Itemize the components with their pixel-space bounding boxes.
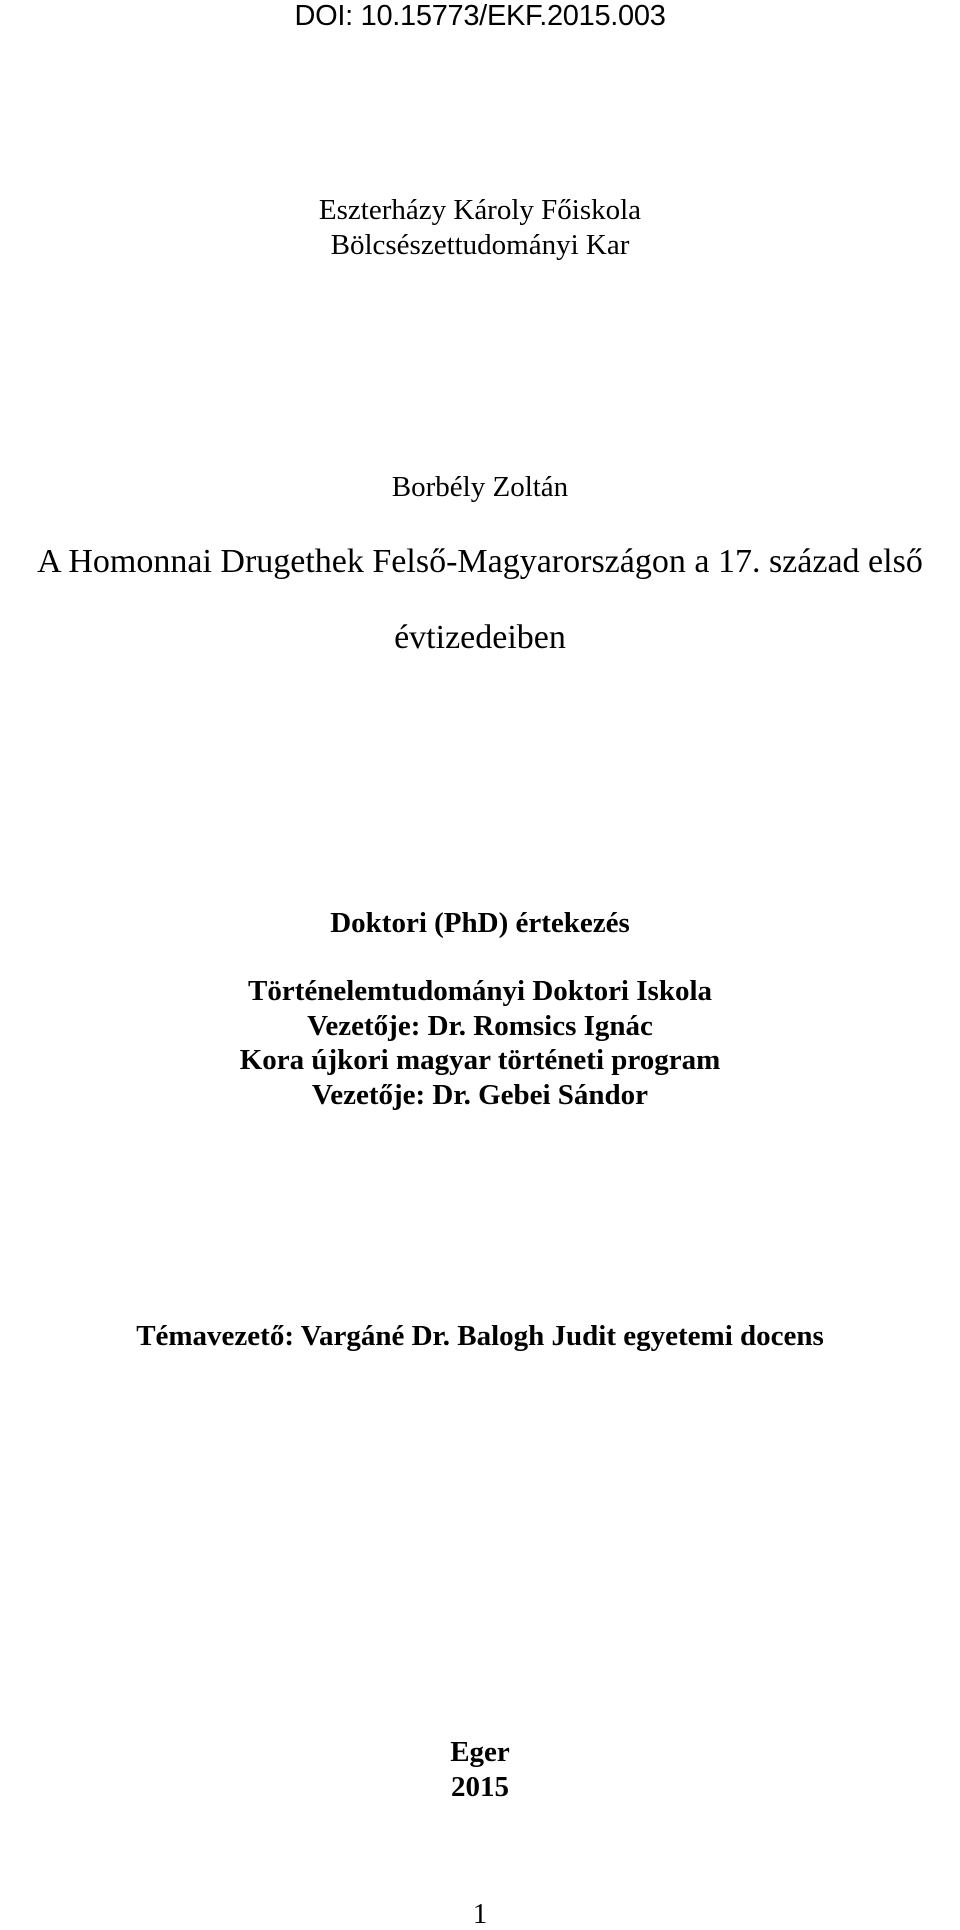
- thesis-title-line-1: A Homonnai Drugethek Felső-Magyarországon a 17. század első: [37, 543, 923, 580]
- year: 2015: [451, 1771, 509, 1803]
- place: Eger: [450, 1736, 510, 1768]
- thesis-type: Doktori (PhD) értekezés: [330, 907, 630, 939]
- doctoral-school: Történelemtudományi Doktori Iskola: [248, 975, 712, 1007]
- doctoral-program-head: Vezetője: Dr. Gebei Sándor: [311, 1079, 649, 1111]
- page-number: 1: [472, 1898, 488, 1930]
- doi-identifier: DOI: 10.15773/EKF.2015.003: [294, 0, 666, 32]
- institution-name: Eszterházy Károly Főiskola: [318, 194, 642, 226]
- doctoral-school-head: Vezetője: Dr. Romsics Ignác: [307, 1010, 653, 1042]
- faculty-name: Bölcsészettudományi Kar: [330, 229, 630, 261]
- thesis-title-line-2: évtizedeiben: [394, 619, 566, 656]
- author-name: Borbély Zoltán: [391, 471, 569, 503]
- supervisor: Témavezető: Vargáné Dr. Balogh Judit egyetemi docens: [136, 1320, 824, 1352]
- doctoral-program: Kora újkori magyar történeti program: [239, 1044, 721, 1076]
